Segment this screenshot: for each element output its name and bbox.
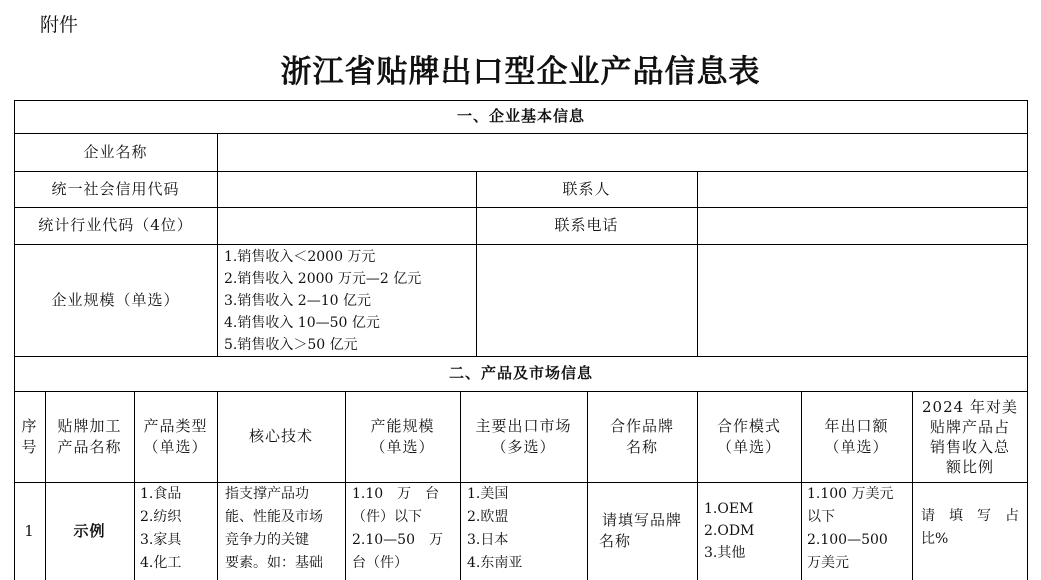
header-core-tech: 核心技术 [248, 427, 313, 445]
company-name-field[interactable] [218, 134, 1026, 170]
row-core-tech: 指支撑产品功 能、性能及市场 竞争力的关键 要素。如：基础 [225, 486, 323, 571]
scale-option[interactable]: 5.销售收入＞50 亿元 [224, 337, 358, 353]
contact-field[interactable] [698, 172, 1026, 206]
header-brand-name: 合作品牌 名称 [609, 416, 674, 456]
scale-option[interactable]: 4.销售收入 10—50 亿元 [224, 315, 380, 331]
table-border-right [1027, 100, 1028, 580]
header-export-amount: 年出口额 （单选） [824, 416, 889, 456]
header-product-type: 产品类型 （单选） [143, 416, 208, 456]
page-title: 浙江省贴牌出口型企业产品信息表 [280, 54, 761, 90]
phone-field[interactable] [698, 208, 1026, 243]
scale-option[interactable]: 3.销售收入 2—10 亿元 [224, 293, 371, 309]
industry-code-field[interactable] [218, 208, 475, 243]
label-contact: 联系人 [562, 179, 611, 198]
annex-label: 附件 [40, 14, 79, 36]
label-company-name: 企业名称 [83, 142, 148, 161]
row-product-name: 示例 [73, 521, 106, 540]
company-scale-options[interactable] [224, 245, 474, 355]
row-export-amount-options[interactable]: 1.100 万美元 以下 2.100—500 万美元 [807, 486, 894, 571]
label-phone: 联系电话 [554, 216, 619, 234]
section-heading-product: 二、产品及市场信息 [448, 364, 593, 382]
header-coop-mode: 合作模式 （单选） [716, 416, 781, 456]
header-seq: 序 号 [21, 416, 38, 456]
scale-option[interactable]: 2.销售收入 2000 万元—2 亿元 [224, 271, 422, 287]
header-capacity: 产能规模 （单选） [370, 416, 435, 456]
row-capacity-options[interactable]: 1.10 万 台 （件）以下 2.10—50 万 台（件） [352, 486, 443, 571]
header-product-name: 贴牌加工 产品名称 [57, 416, 122, 456]
label-industry-code: 统计行业代码（4位） [38, 216, 193, 234]
header-us-ratio: 2024 年对美 贴牌产品占 销售收入总 额比例 [922, 397, 1018, 476]
info-table [14, 100, 1028, 580]
label-company-scale: 企业规模（单选） [51, 290, 180, 309]
row-us-ratio: 请 填 写 占 比% [921, 508, 1019, 547]
header-export-market: 主要出口市场 （多选） [475, 416, 572, 456]
row-market-options[interactable]: 1.美国 2.欧盟 3.日本 4.东南亚 [467, 486, 523, 571]
row-product-type-options[interactable]: 1.食品 2.纺织 3.家具 4.化工 [140, 486, 182, 571]
credit-code-field[interactable] [218, 172, 475, 206]
section-heading-company: 一、企业基本信息 [456, 107, 585, 125]
label-credit-code: 统一社会信用代码 [51, 179, 180, 198]
row-coop-mode-options[interactable]: 1.OEM 2.ODM 3.其他 [704, 501, 755, 561]
scale-option[interactable]: 1.销售收入＜2000 万元 [224, 249, 376, 265]
row-brand-name: 请填写品牌 名称 [599, 511, 682, 550]
row-seq: 1 [24, 521, 35, 540]
